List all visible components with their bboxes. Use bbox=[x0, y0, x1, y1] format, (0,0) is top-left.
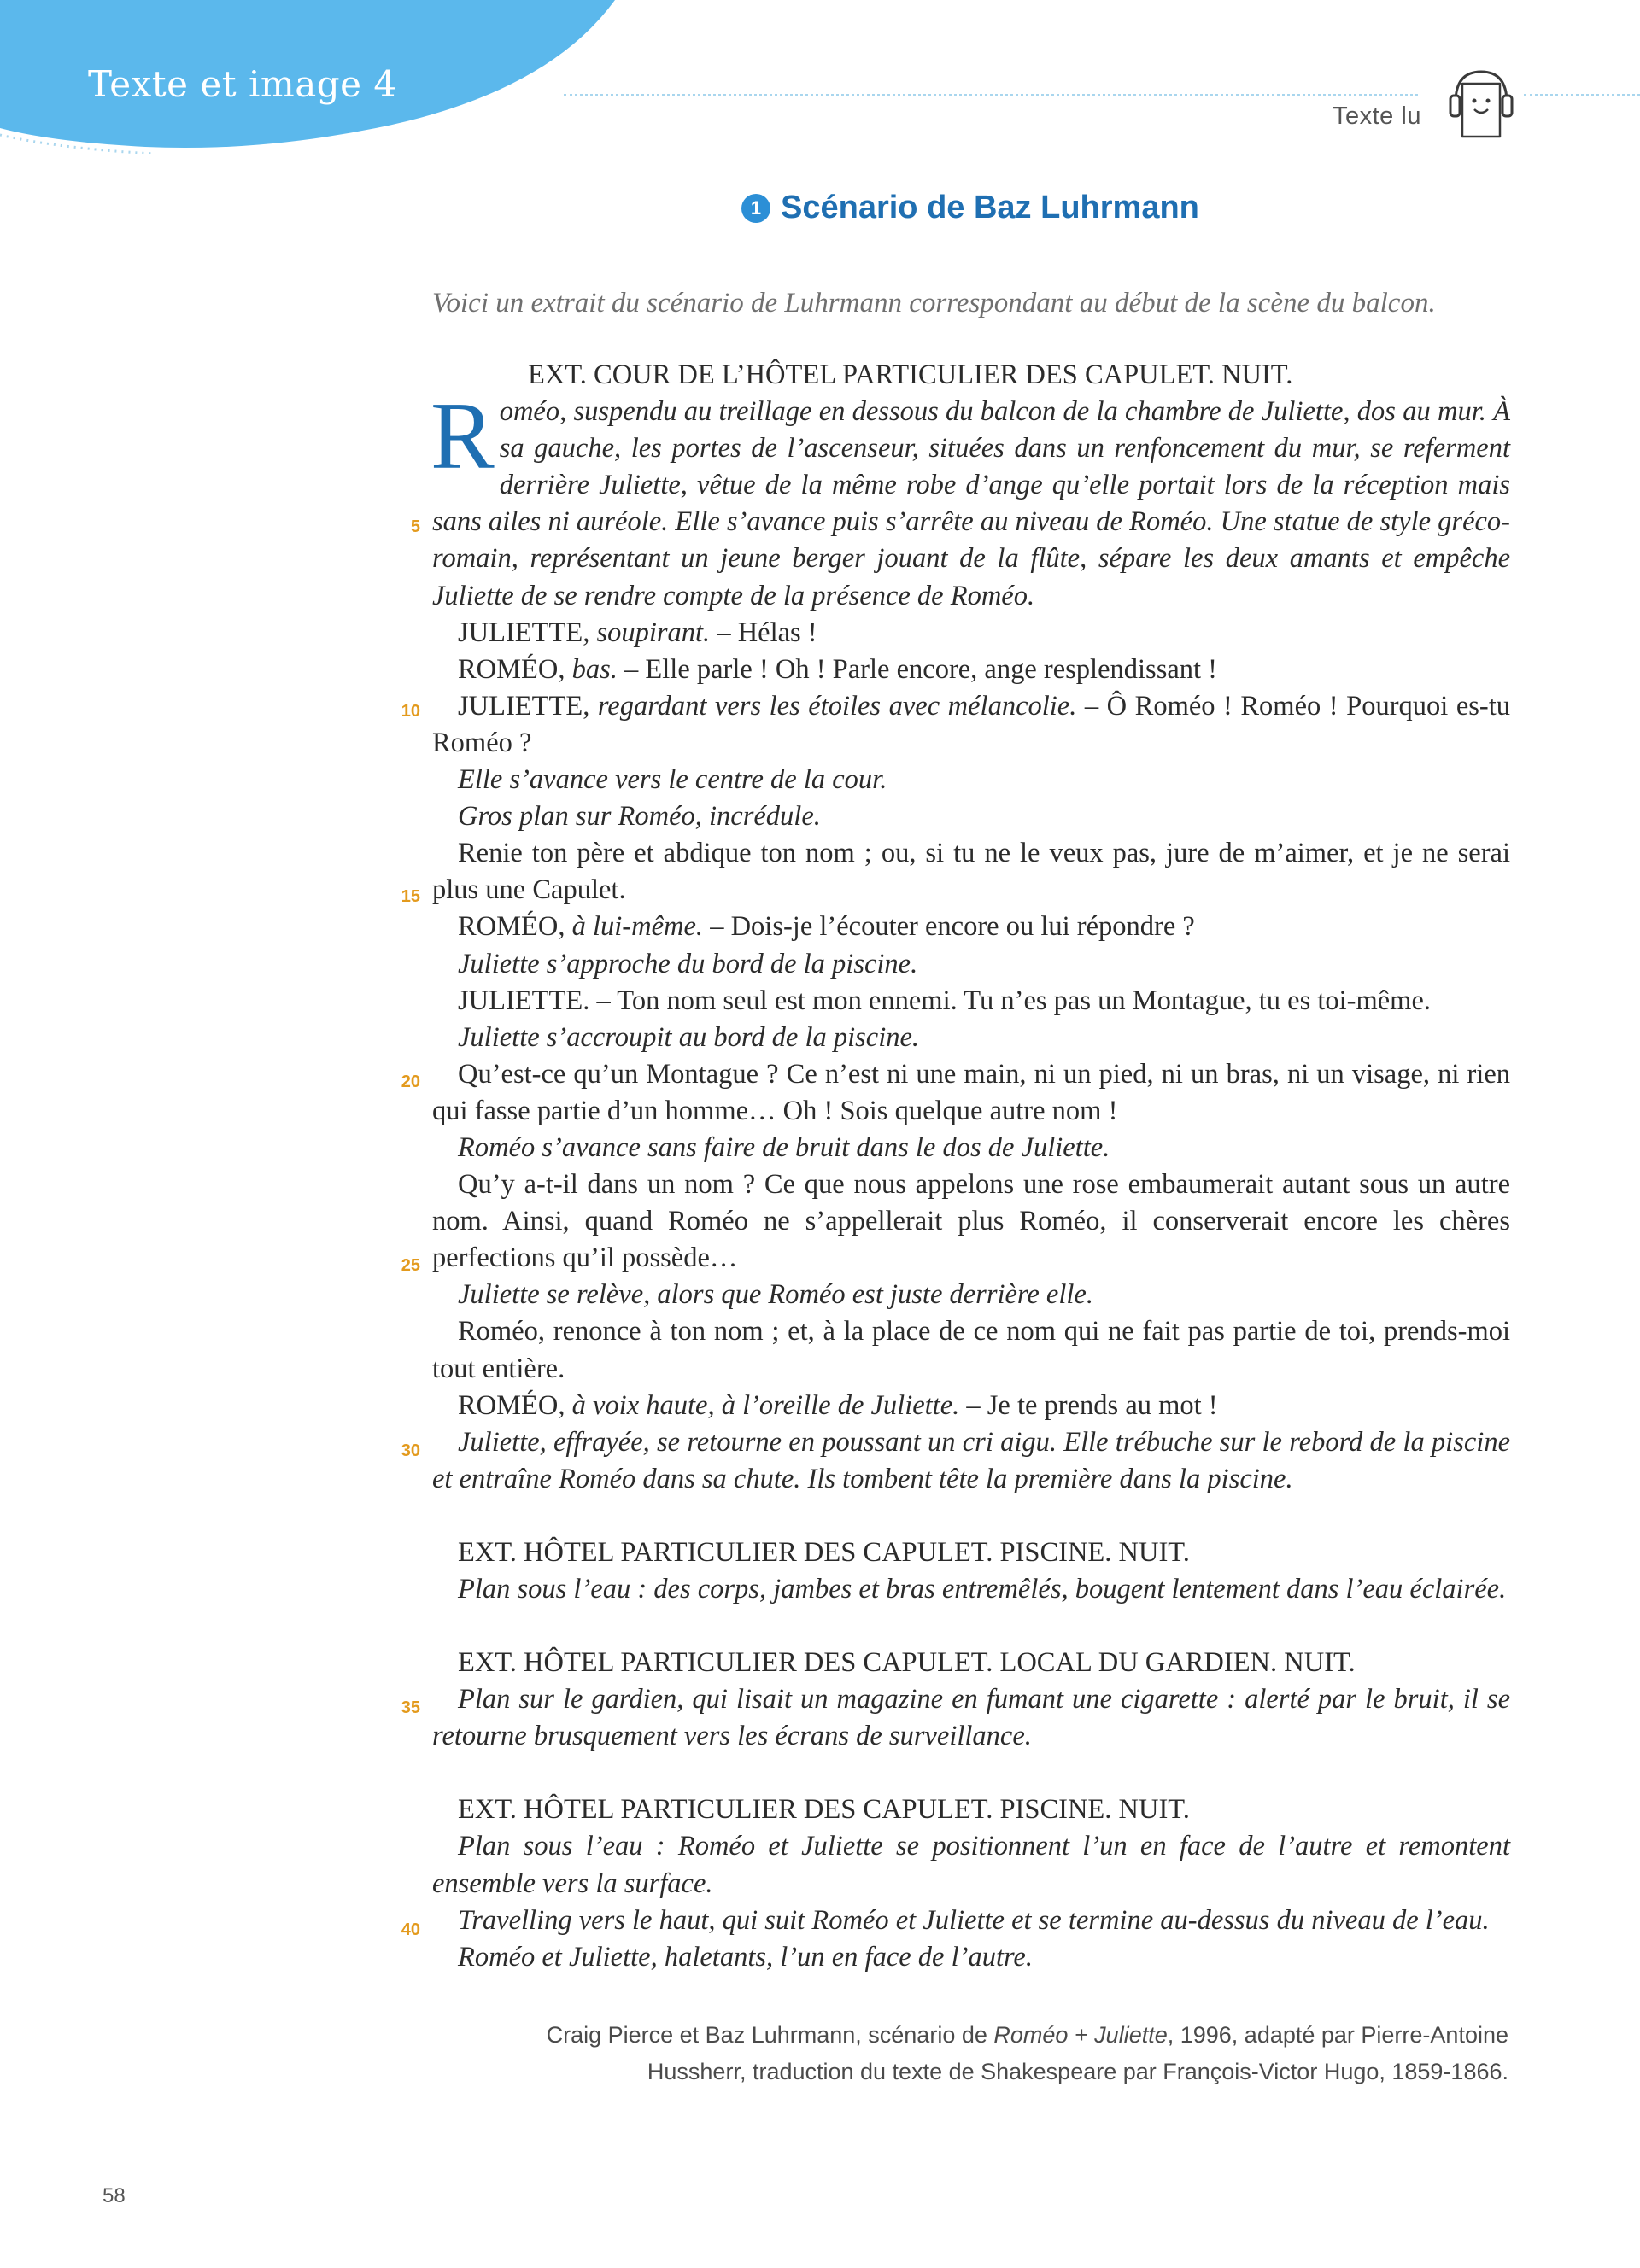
stage-direction: Plan sous l’eau : des corps, jambes et bras entremêlés, bougent lentement dans l’eau éclairée. bbox=[458, 1574, 1507, 1605]
stage-direction: Juliette s’accroupit au bord de la piscine. bbox=[458, 1021, 920, 1053]
line-number: 30 bbox=[401, 1441, 420, 1460]
spacer bbox=[432, 1498, 1510, 1534]
stage-direction: Juliette s’approche du bord de la piscine. bbox=[458, 948, 918, 979]
audio-label: Texte lu bbox=[1332, 102, 1421, 130]
stage-direction: Roméo s’avance sans faire de bruit dans le dos de Juliette. bbox=[458, 1131, 1110, 1163]
stage-direction: Juliette, effrayée, se retourne en poussant un cri aigu. Elle trébuche sur le rebord de la piscine et entraîne Roméo dans sa chute. Ils tombent tête la première dans la piscine. bbox=[432, 1426, 1510, 1494]
stage-direction: Plan sous l’eau : Roméo et Juliette se positionnent l’un en face de l’autre et remontent ensemble vers la surface. bbox=[432, 1831, 1510, 1899]
drop-cap: R bbox=[430, 383, 495, 490]
stage-direction: Roméo et Juliette, haletants, l’un en face de l’autre. bbox=[458, 1941, 1033, 1973]
stage-direction: Plan sur le gardien, qui lisait un magazine en fumant une cigarette : alerté par le bruit, il se retourne brusquement vers les écrans de surveillance. bbox=[432, 1684, 1510, 1752]
line-number: 5 bbox=[410, 517, 420, 536]
spacer bbox=[432, 1755, 1510, 1792]
stage-direction: Juliette se relève, alors que Roméo est juste derrière elle. bbox=[458, 1279, 1093, 1311]
scene-heading: EXT. COUR DE L’HÔTEL PARTICULIER DES CAPULET. NUIT. bbox=[528, 359, 1293, 390]
line-number: 35 bbox=[401, 1698, 420, 1717]
dialogue-line: Roméo, renonce à ton nom ; et, à la place de ce nom qui ne fait pas partie de toi, prends-moi tout entière. bbox=[432, 1316, 1510, 1384]
dialogue-line: JULIETTE. – Ton nom seul est mon ennemi. Tu n’es pas un Montague, tu es toi-même. bbox=[458, 985, 1432, 1016]
section-title-text: Scénario de Baz Luhrmann bbox=[781, 190, 1199, 225]
header-rule-right bbox=[1524, 94, 1640, 96]
header-rule bbox=[564, 94, 1418, 96]
stage-direction: Gros plan sur Roméo, incrédule. bbox=[458, 801, 821, 833]
dialogue-line: Qu’est-ce qu’un Montague ? Ce n’est ni une main, ni un pied, ni un bras, ni un visage, ni rien qui fasse partie d’un homme… Oh ! Sois quelque autre nom ! bbox=[432, 1058, 1510, 1126]
section-number-badge: 1 bbox=[741, 194, 770, 223]
dialogue-line: JULIETTE, soupirant. – Hélas ! bbox=[458, 617, 817, 648]
headphones-icon[interactable] bbox=[1447, 65, 1515, 143]
screenplay-excerpt bbox=[432, 357, 1510, 1976]
scene-heading: EXT. HÔTEL PARTICULIER DES CAPULET. LOCAL DU GARDIEN. NUIT. bbox=[458, 1647, 1356, 1679]
line-number: 15 bbox=[401, 887, 420, 906]
dialogue-line: Qu’y a-t-il dans un nom ? Ce que nous appelons une rose embaumerait autant sous un autre nom. Ainsi, quand Roméo ne s’appellerait plus Roméo, il conserverait encore les chères perfections qu’il possède… bbox=[432, 1169, 1510, 1274]
dialogue-line: ROMÉO, à voix haute, à l’oreille de Juliette. – Je te prends au mot ! bbox=[458, 1389, 1218, 1421]
line-number: 10 bbox=[401, 702, 420, 721]
spacer bbox=[432, 1608, 1510, 1645]
scene-heading: EXT. HÔTEL PARTICULIER DES CAPULET. PISCINE. NUIT. bbox=[458, 1536, 1190, 1568]
stage-direction: Travelling vers le haut, qui suit Roméo et Juliette et se termine au-dessus du niveau de l’eau. bbox=[458, 1904, 1490, 1936]
opening-direction bbox=[430, 383, 1510, 615]
stage-direction: Elle s’avance vers le centre de la cour. bbox=[458, 764, 887, 796]
chapter-title: Texte et image 4 bbox=[88, 63, 397, 105]
scene-heading: EXT. HÔTEL PARTICULIER DES CAPULET. PISCINE. NUIT. bbox=[458, 1794, 1190, 1826]
dialogue-line: Renie ton père et abdique ton nom ; ou, si tu ne le veux pas, jure de m’aimer, et je ne serai plus une Capulet. bbox=[432, 838, 1510, 906]
section-title bbox=[741, 190, 1199, 226]
dialogue-line: ROMÉO, bas. – Elle parle ! Oh ! Parle encore, ange resplendissant ! bbox=[458, 653, 1217, 685]
line-number: 40 bbox=[401, 1920, 420, 1939]
dialogue-line: JULIETTE, regardant vers les étoiles avec mélancolie. – Ô Roméo ! Roméo ! Pourquoi es-tu Roméo ? bbox=[432, 690, 1510, 758]
line-number: 25 bbox=[401, 1256, 420, 1275]
opening-direction-text: oméo, suspendu au treillage en dessous du balcon de la chambre de Juliette, dos au mur. À sa gauche, les portes de l’ascenseur, situées dans un renfoncement du mur, se referment derrière Juliette, vêtue de la même robe d’ange qu’elle portait lors de la réception mais sans ailes ni auréole. Elle s’avance puis s’arrête au niveau de Roméo. Une statue de style gréco-romain, représentant un jeune berger jouant de la flûte, sépare les deux amants et empêche Juliette de se rendre compte de la présence de Roméo. bbox=[432, 396, 1510, 611]
page-number: 58 bbox=[102, 2184, 126, 2207]
line-number: 20 bbox=[401, 1073, 420, 1091]
dialogue-line: ROMÉO, à lui-même. – Dois-je l’écouter encore ou lui répondre ? bbox=[458, 911, 1195, 943]
intro-text: Voici un extrait du scénario de Luhrmann correspondant au début de la scène du balcon. bbox=[432, 288, 1436, 319]
source-credit: Craig Pierce et Baz Luhrmann, scénario de Roméo + Juliette, 1996, adapté par Pierre-Antoine Hussherr, traduction du texte de Shakespeare par François-Victor Hugo, 1859-1866. bbox=[546, 2022, 1508, 2084]
